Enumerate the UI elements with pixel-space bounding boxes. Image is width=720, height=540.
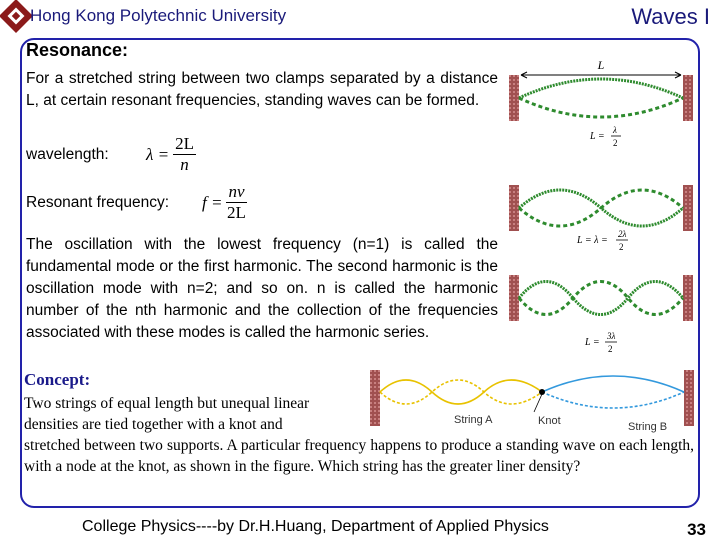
clamp-right-3 — [683, 275, 693, 321]
standing-waves-figure — [505, 55, 705, 360]
clamp-left-3 — [509, 275, 519, 321]
wavelength-formula — [146, 134, 196, 175]
mode3-equation-den: 2 — [608, 344, 613, 354]
page-number: 33 — [687, 520, 706, 539]
support-right — [684, 370, 694, 426]
concept-line-3: stretched between two supports. A particular frequency happens to produce a standing wave on each length, with a node at the knot, as shown in the figure. Which string has the greater liner density? — [24, 437, 694, 475]
footer-text: College Physics----by Dr.H.Huang, Department of Applied Physics — [82, 518, 549, 535]
mode1-equation-lhs: L = — [590, 131, 605, 142]
mode2-equation-den: 2 — [619, 242, 624, 252]
intro-paragraph: For a stretched string between two clamps separated by a distance L, at certain resonant frequencies, standing waves can be formed. — [26, 70, 498, 109]
mode1-wave-lower — [519, 98, 683, 117]
clamp-right-1 — [683, 75, 693, 121]
string-a-wave-2 — [380, 380, 542, 404]
mode2-equation-num: 2λ — [618, 229, 627, 239]
string-b-label: String B — [628, 421, 668, 433]
mode1-equation-den: 2 — [613, 138, 618, 148]
mode2-equation-lhs: L = λ = — [577, 235, 608, 246]
frequency-denominator: 2L — [227, 203, 246, 222]
mode3-equation-lhs: L = — [585, 337, 600, 348]
frequency-formula — [202, 182, 247, 223]
university-logo-icon — [2, 2, 30, 30]
mode1-equation-num: λ — [613, 125, 617, 135]
course-title: Waves I — [631, 4, 710, 29]
frequency-lhs: f = — [202, 192, 223, 212]
knot-strings-figure — [370, 362, 700, 434]
concept-line-1: Two strings of equal length but unequal linear — [24, 395, 310, 412]
frequency-numerator: nv — [228, 182, 245, 201]
mode2-wave-b — [519, 190, 683, 226]
support-left — [370, 370, 380, 426]
string-b-wave-2 — [542, 392, 684, 408]
clamp-left-2 — [509, 185, 519, 231]
wavelength-numerator: 2L — [175, 134, 194, 153]
harmonic-paragraph: The oscillation with the lowest frequency (n=1) is called the fundamental mode or the first harmonic. The second harmonic is the oscillation mode with n=2; and so on. n is called the harmonic number of the nth harmonic and the collection of the frequencies associated with these modes is called the harmonic series. — [26, 236, 498, 341]
concept-title: Concept: — [24, 370, 91, 389]
concept-line-2: densities are tied together with a knot and — [24, 416, 283, 433]
section-title: Resonance: — [26, 40, 129, 60]
mode3-wave-b — [519, 282, 683, 315]
knot-label: Knot — [538, 415, 561, 427]
string-a-wave-1 — [380, 380, 542, 404]
mode1-wave-upper — [519, 79, 683, 98]
frequency-label: Resonant frequency: — [26, 194, 170, 211]
university-name: Hong Kong Polytechnic University — [30, 6, 287, 25]
clamp-left-1 — [509, 75, 519, 121]
mode3-equation-num: 3λ — [607, 331, 616, 341]
string-a-label: String A — [454, 414, 493, 426]
wavelength-denominator: n — [180, 155, 189, 174]
wavelength-lhs: λ = — [146, 144, 170, 164]
clamp-right-2 — [683, 185, 693, 231]
length-label: L — [597, 58, 605, 72]
string-b-wave-1 — [542, 376, 684, 392]
mode3-wave-a — [519, 282, 683, 315]
wavelength-label: wavelength: — [26, 146, 109, 163]
